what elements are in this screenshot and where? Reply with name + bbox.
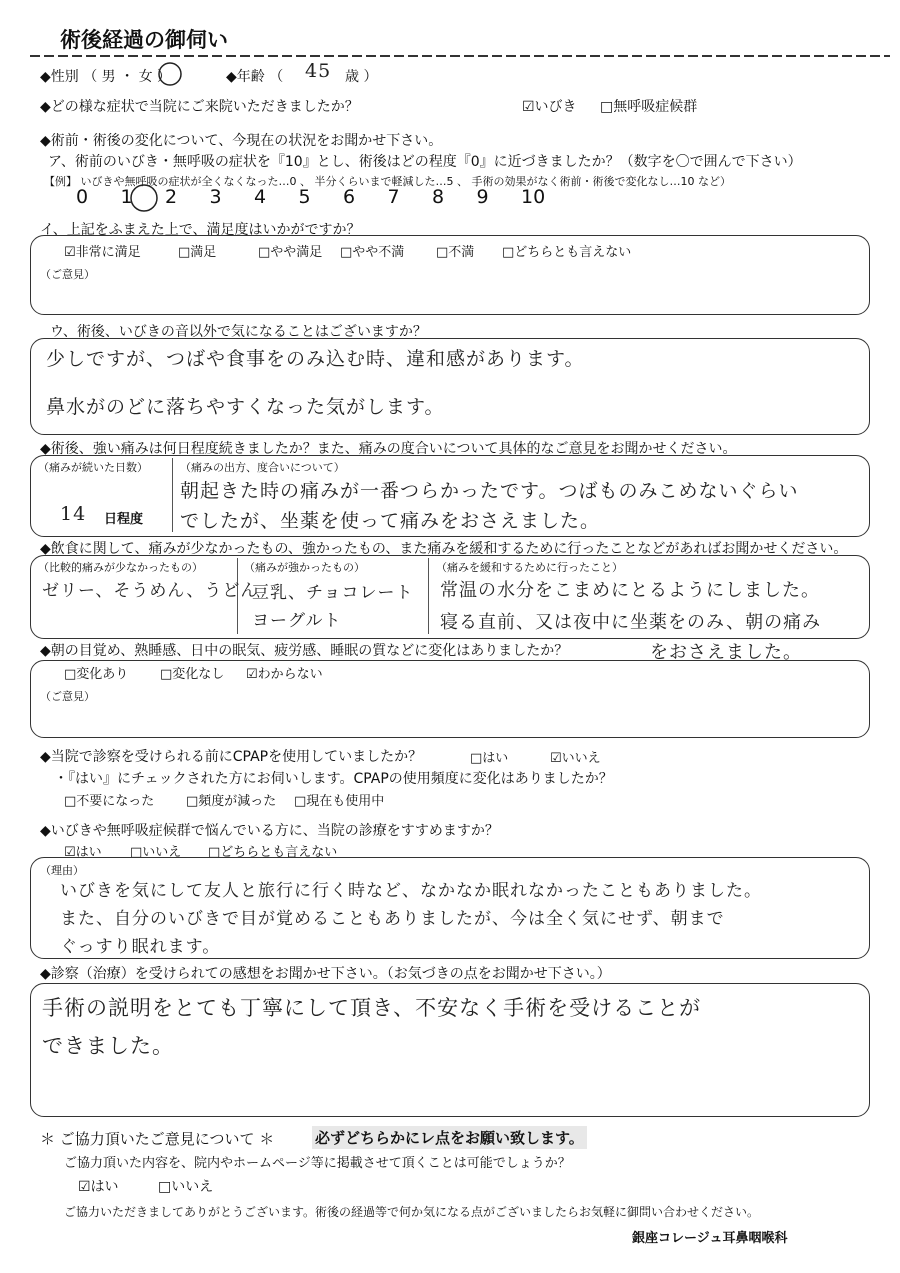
reason-answer-1: いびきを気にして友人と旅行に行く時など、なかなか眠れなかったこともありました。 <box>60 881 762 901</box>
pain-answer-1: 朝起きた時の痛みが一番つらかったです。つばものみこめないぐらい <box>180 480 799 502</box>
question-i: イ、上記をふまえた上で、満足度はいかがですか？ <box>40 222 361 238</box>
question-a-example: 【例】 いびきや無呼吸の症状が全くなくなった…0 、 半分くらいまで軽減した…5 、 手術の効果がなく術前・術後で変化なし…10 など） <box>44 175 731 188</box>
clinic-name: 銀座コレージュ耳鼻咽喉科 <box>632 1231 788 1246</box>
recommend-no[interactable]: □いいえ <box>130 845 182 860</box>
question-change: ◆術前・術後の変化について、今現在の状況をお聞かせ下さい。 <box>40 133 443 149</box>
opinion-label: （ご意見） <box>40 268 95 281</box>
cpap-not-needed[interactable]: □不要になった <box>64 794 155 809</box>
question-recommend: ◆いびきや無呼吸症候群で悩んでいる方に、当院の診療をすすめますか？ <box>40 823 499 839</box>
gender-field: ◆性別 （ 男 ・ 女 ） <box>40 69 172 85</box>
food-relief-answer-3: をおさえました。 <box>650 642 802 663</box>
reason-answer-3: ぐっすり眠れます。 <box>60 937 221 957</box>
thanks-text: ご協力いただきましてありがとうございます。術後の経過等で何か気になる点がございましたらお気軽に御問い合わせください。 <box>64 1205 760 1219</box>
morning-opinion-label: （ご意見） <box>40 690 95 703</box>
food-relief-answer-2: 寝る直前、又は夜中に坐薬をのみ、朝の痛み <box>440 612 822 633</box>
coop-yes[interactable]: ☑はい <box>78 1179 119 1195</box>
food-strong-label: （痛みが強かったもの） <box>244 561 365 574</box>
food-less-answer: ゼリー、そうめん、うどん <box>42 581 259 601</box>
morning-unknown[interactable]: ☑わからない <box>246 667 323 682</box>
question-cpap: ◆当院で診察を受けられる前にCPAPを使用していましたか？ <box>40 749 423 765</box>
satisfaction-satisfied[interactable]: □満足 <box>178 245 217 260</box>
pain-divider <box>172 458 173 532</box>
scale-8[interactable]: 8 <box>432 186 445 208</box>
cpap-no[interactable]: ☑いいえ <box>550 751 601 766</box>
concern-answer-1: 少しですが、つばや食事をのみ込む時、違和感があります。 <box>46 348 585 370</box>
coop-heading: ＊ ご協力頂いたご意見について ＊ <box>40 1130 275 1148</box>
scale-1[interactable]: 1 <box>120 186 133 208</box>
cpap-reduced[interactable]: □頻度が減った <box>186 794 277 809</box>
question-morning: ◆朝の目覚め、熟睡感、日中の眠気、疲労感、睡眠の質などに変化はありましたか？ <box>40 643 569 659</box>
pain-days-value: 14 <box>60 503 87 525</box>
scale-6[interactable]: 6 <box>343 186 356 208</box>
food-strong-answer-2: ヨーグルト <box>252 611 342 631</box>
satisfaction-somewhat-dissatisfied[interactable]: □やや不満 <box>340 245 405 260</box>
title-divider <box>30 52 890 60</box>
question-u: ウ、術後、いびきの音以外で気になることはございますか？ <box>50 324 427 340</box>
impression-answer-2: できました。 <box>42 1034 174 1058</box>
question-impression: ◆診察（治療）を受けられての感想をお聞かせ下さい。（お気づきの点をお聞かせ下さい。） <box>40 966 611 982</box>
scale-7[interactable]: 7 <box>387 186 400 208</box>
impression-answer-1: 手術の説明をとても丁寧にして頂き、不安なく手術を受けることが <box>42 996 702 1020</box>
scale-10[interactable]: 10 <box>521 186 546 208</box>
question-cpap-sub: ・『はい』にチェックされた方にお伺いします。CPAPの使用頻度に変化はありましたか？ <box>54 771 613 787</box>
pain-answer-2: でしたが、坐薬を使って痛みをおさえました。 <box>180 510 601 532</box>
pain-days-label: （痛みが続いた日数） <box>38 461 148 474</box>
food-strong-answer-1: 豆乳、チョコレート <box>252 583 414 603</box>
scale-9[interactable]: 9 <box>476 186 489 208</box>
reason-answer-2: また、自分のいびきで目が覚めることもありましたが、今は全く気にせず、朝まで <box>60 909 725 929</box>
recommend-neither[interactable]: □どちらとも言えない <box>208 845 338 860</box>
recommend-yes[interactable]: ☑はい <box>64 845 102 860</box>
scale-circle-mark <box>128 182 160 214</box>
satisfaction-somewhat-satisfied[interactable]: □やや満足 <box>258 245 323 260</box>
pain-days-unit: 日程度 <box>104 512 144 527</box>
question-a: ア、術前のいびき・無呼吸の症状を『10』とし、術後はどの程度『0』に近づきましたか？（数字を〇で囲んで下さい） <box>48 154 802 170</box>
morning-box <box>30 660 870 738</box>
age-label: ◆年齢 （ <box>226 69 284 85</box>
satisfaction-very-satisfied[interactable]: ☑非常に満足 <box>64 245 141 260</box>
cpap-yes[interactable]: □はい <box>470 751 509 766</box>
coop-required: 必ずどちらかにレ点をお願い致します。 <box>312 1126 587 1149</box>
food-divider-2 <box>428 558 429 634</box>
question-symptom: ◆どの様な症状で当院にご来院いただきましたか？ <box>40 99 359 115</box>
food-relief-label: （痛みを緩和するために行ったこと） <box>436 561 623 574</box>
pain-degree-label: （痛みの出方、度合いについて） <box>180 461 345 474</box>
coop-question: ご協力頂いた内容を、院内やホームページ等に掲載させて頂くことは可能でしょうか？ <box>64 1156 571 1171</box>
scale-5[interactable]: 5 <box>298 186 311 208</box>
satisfaction-neither[interactable]: □どちらとも言えない <box>502 245 632 260</box>
food-less-label: （比較的痛みが少なかったもの） <box>38 561 203 574</box>
scale-4[interactable]: 4 <box>254 186 267 208</box>
concern-answer-2: 鼻水がのどに落ちやすくなった気がします。 <box>46 396 445 418</box>
cpap-still-using[interactable]: □現在も使用中 <box>294 794 385 809</box>
satisfaction-dissatisfied[interactable]: □不満 <box>436 245 475 260</box>
question-food: ◆飲食に関して、痛みが少なかったもの、強かったもの、また痛みを緩和するために行ったことなどがあればお聞かせください。 <box>40 541 848 557</box>
reason-label: （理由） <box>40 864 84 877</box>
age-unit: 歳 ） <box>345 69 378 85</box>
age-value: 45 <box>305 60 332 82</box>
morning-changed[interactable]: □変化あり <box>64 667 129 682</box>
scale-0[interactable]: 0 <box>76 186 89 208</box>
morning-unchanged[interactable]: □変化なし <box>160 667 225 682</box>
food-relief-answer-1: 常温の水分をこまめにとるようにしました。 <box>440 580 820 601</box>
option-snore[interactable]: ☑いびき <box>522 99 577 115</box>
page-title: 術後経過の御伺い <box>60 27 228 52</box>
scale-3[interactable]: 3 <box>209 186 222 208</box>
scale-2[interactable]: 2 <box>165 186 178 208</box>
coop-no[interactable]: □いいえ <box>158 1179 214 1195</box>
question-pain: ◆術後、強い痛みは何日程度続きましたか？また、痛みの度合いについて具体的なご意見をお聞かせください。 <box>40 441 737 457</box>
option-apnea[interactable]: □無呼吸症候群 <box>600 99 698 115</box>
gender-circle-mark <box>156 61 184 87</box>
